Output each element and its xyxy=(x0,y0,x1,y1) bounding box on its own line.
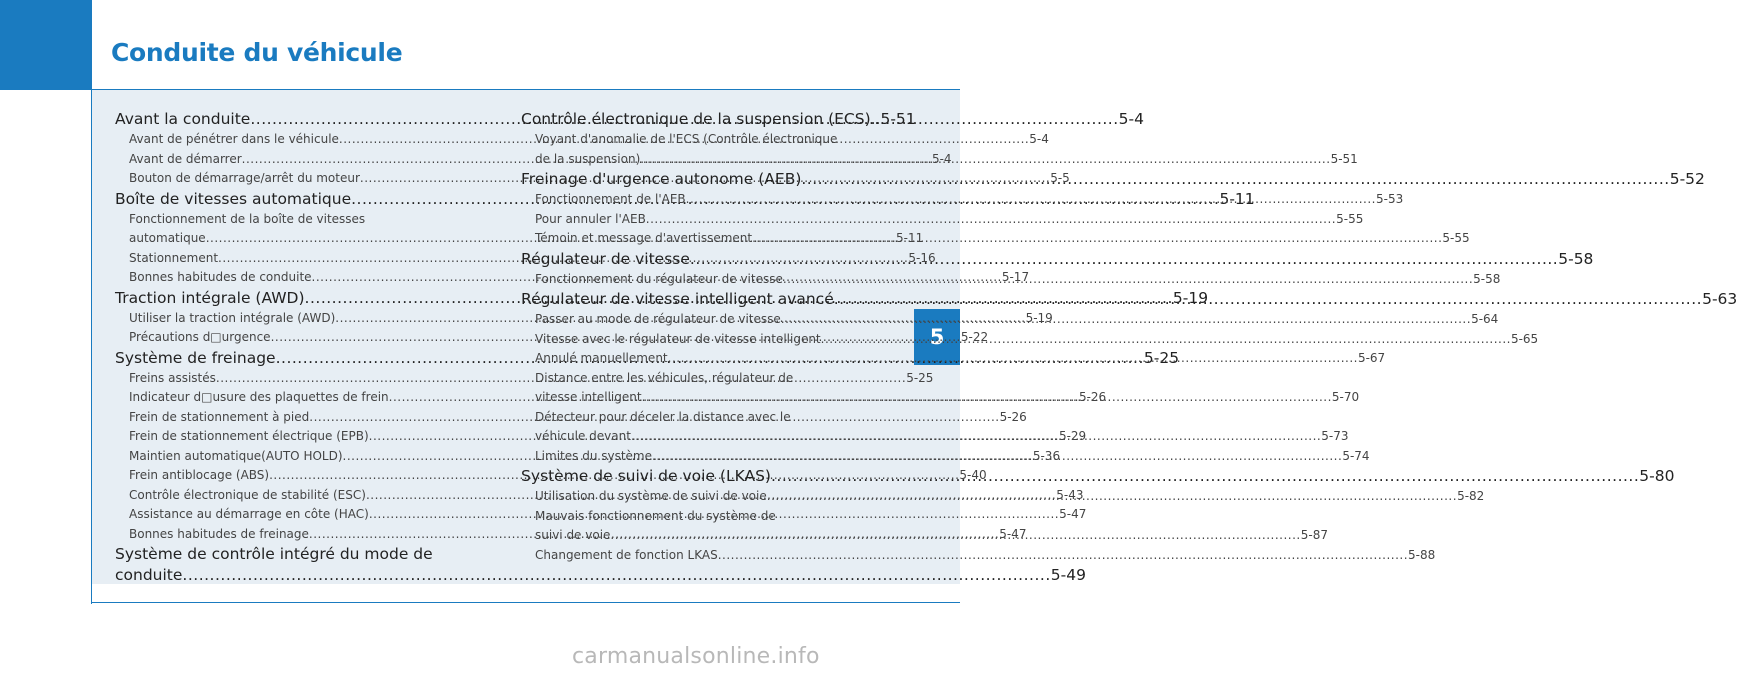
toc-item[interactable]: Bonnes habitudes de conduite ..... 5-17 xyxy=(115,268,481,288)
toc-section[interactable]: Freinage d'urgence autonome (AEB) ..... 5-52 xyxy=(521,169,887,190)
toc-item[interactable]: Assistance au démarrage en côte (HAC) ..... 5-47 xyxy=(115,505,481,525)
toc-item-line: Voyant d'anomalie de l'ECS (Contrôle électronique xyxy=(535,132,838,146)
toc-item[interactable]: Limites du système ..... 5-74 xyxy=(521,447,887,467)
toc-item[interactable]: Fonctionnement du régulateur de vitesse ..... 5-58 xyxy=(521,270,887,290)
toc-item[interactable]: Avant de pénétrer dans le véhicule ..... 5-4 xyxy=(115,130,481,150)
toc-item[interactable]: Contrôle électronique de stabilité (ESC) ..... 5-43 xyxy=(115,486,481,506)
chapter-tab[interactable]: 5 xyxy=(914,309,960,365)
toc-item[interactable]: vitesse intelligent ..... 5-70 xyxy=(521,388,887,408)
toc-item[interactable]: Précautions d□urgence ..... 5-22 xyxy=(115,328,481,348)
toc-item[interactable]: Indicateur d□usure des plaquettes de frein ..... 5-26 xyxy=(115,388,481,408)
toc-item-line: Fonctionnement de la boîte de vitesses xyxy=(129,211,366,226)
toc-item[interactable]: Utiliser la traction intégrale (AWD) ..... 5-19 xyxy=(115,309,481,329)
toc-item[interactable]: Passer au mode de régulateur de vitesse ..... 5-64 xyxy=(521,310,887,330)
toc-section[interactable]: Régulateur de vitesse ..... 5-58 xyxy=(521,249,887,270)
toc-item[interactable]: de la suspension) ..... 5-51 xyxy=(521,150,887,170)
toc-section[interactable]: Régulateur de vitesse intelligent avancé ..... 5-63 xyxy=(521,289,887,310)
toc-section[interactable]: Traction intégrale (AWD) ..... 5-19 xyxy=(115,288,481,309)
toc-item[interactable]: Témoin et message d'avertissement ..... 5-55 xyxy=(521,229,887,249)
toc-item[interactable]: Maintien automatique(AUTO HOLD) ..... 5-36 xyxy=(115,447,481,467)
toc-section[interactable]: Contrôle électronique de la suspension (ECS) ..5-51 xyxy=(521,110,916,128)
toc-item[interactable]: Utilisation du système de suivi de voie ..... 5-82 xyxy=(521,487,887,507)
watermark: carmanualsonline.info xyxy=(572,644,820,669)
page-title: Conduite du véhicule xyxy=(111,38,403,67)
toc-item[interactable]: Frein antiblocage (ABS) ..... 5-40 xyxy=(115,466,481,486)
toc-section[interactable]: Avant la conduite ..... 5-4 xyxy=(115,109,481,130)
toc-section[interactable]: Système de freinage ..... 5-25 xyxy=(115,348,481,369)
toc-item[interactable]: véhicule devant ..... 5-73 xyxy=(521,427,887,447)
toc-item[interactable]: suivi de voie ..... 5-87 xyxy=(521,526,887,546)
toc-item[interactable]: Changement de fonction LKAS ..... 5-88 xyxy=(521,546,887,566)
toc-item[interactable]: Vitesse avec le régulateur de vitesse intelligent ..... 5-65 xyxy=(521,330,887,350)
toc-section-line: Système de contrôle intégré du mode de xyxy=(115,545,433,563)
toc-section[interactable]: Boîte de vitesses automatique ..... 5-11 xyxy=(115,189,481,210)
toc-item-line: Mauvais fonctionnement du système de xyxy=(535,508,776,523)
toc-item[interactable]: automatique ..... 5-11 xyxy=(115,229,481,249)
toc-item[interactable]: Annulé manuellement ..... 5-67 xyxy=(521,349,887,369)
toc-section[interactable]: Système de suivi de voie (LKAS) ..... 5-80 xyxy=(521,466,887,487)
toc-item-line: Distance entre les véhicules, régulateur de xyxy=(535,370,794,385)
toc-item-line: Détecteur pour déceler la distance avec le xyxy=(535,409,791,424)
bottom-rule xyxy=(92,602,960,603)
toc-item[interactable]: Frein de stationnement à pied ..... 5-26 xyxy=(115,408,481,428)
toc-item[interactable]: Frein de stationnement électrique (EPB) ..... 5-29 xyxy=(115,427,481,447)
toc-section[interactable]: conduite ..... 5-49 xyxy=(115,565,481,586)
toc-item[interactable]: Pour annuler l'AEB ..... 5-55 xyxy=(521,210,887,230)
toc-item[interactable]: Avant de démarrer ..... 5-4 xyxy=(115,150,481,170)
toc-item[interactable]: Bouton de démarrage/arrêt du moteur ..... 5-5 xyxy=(115,169,481,189)
corner-tab-block xyxy=(0,0,92,90)
toc-item[interactable]: Fonctionnement de l'AEB ..... 5-53 xyxy=(521,190,887,210)
toc-item[interactable]: Freins assistés ..... 5-25 xyxy=(115,369,481,389)
toc-item[interactable]: Stationnement ..... 5-16 xyxy=(115,249,481,269)
toc-item[interactable]: Bonnes habitudes de freinage ..... 5-47 xyxy=(115,525,481,545)
